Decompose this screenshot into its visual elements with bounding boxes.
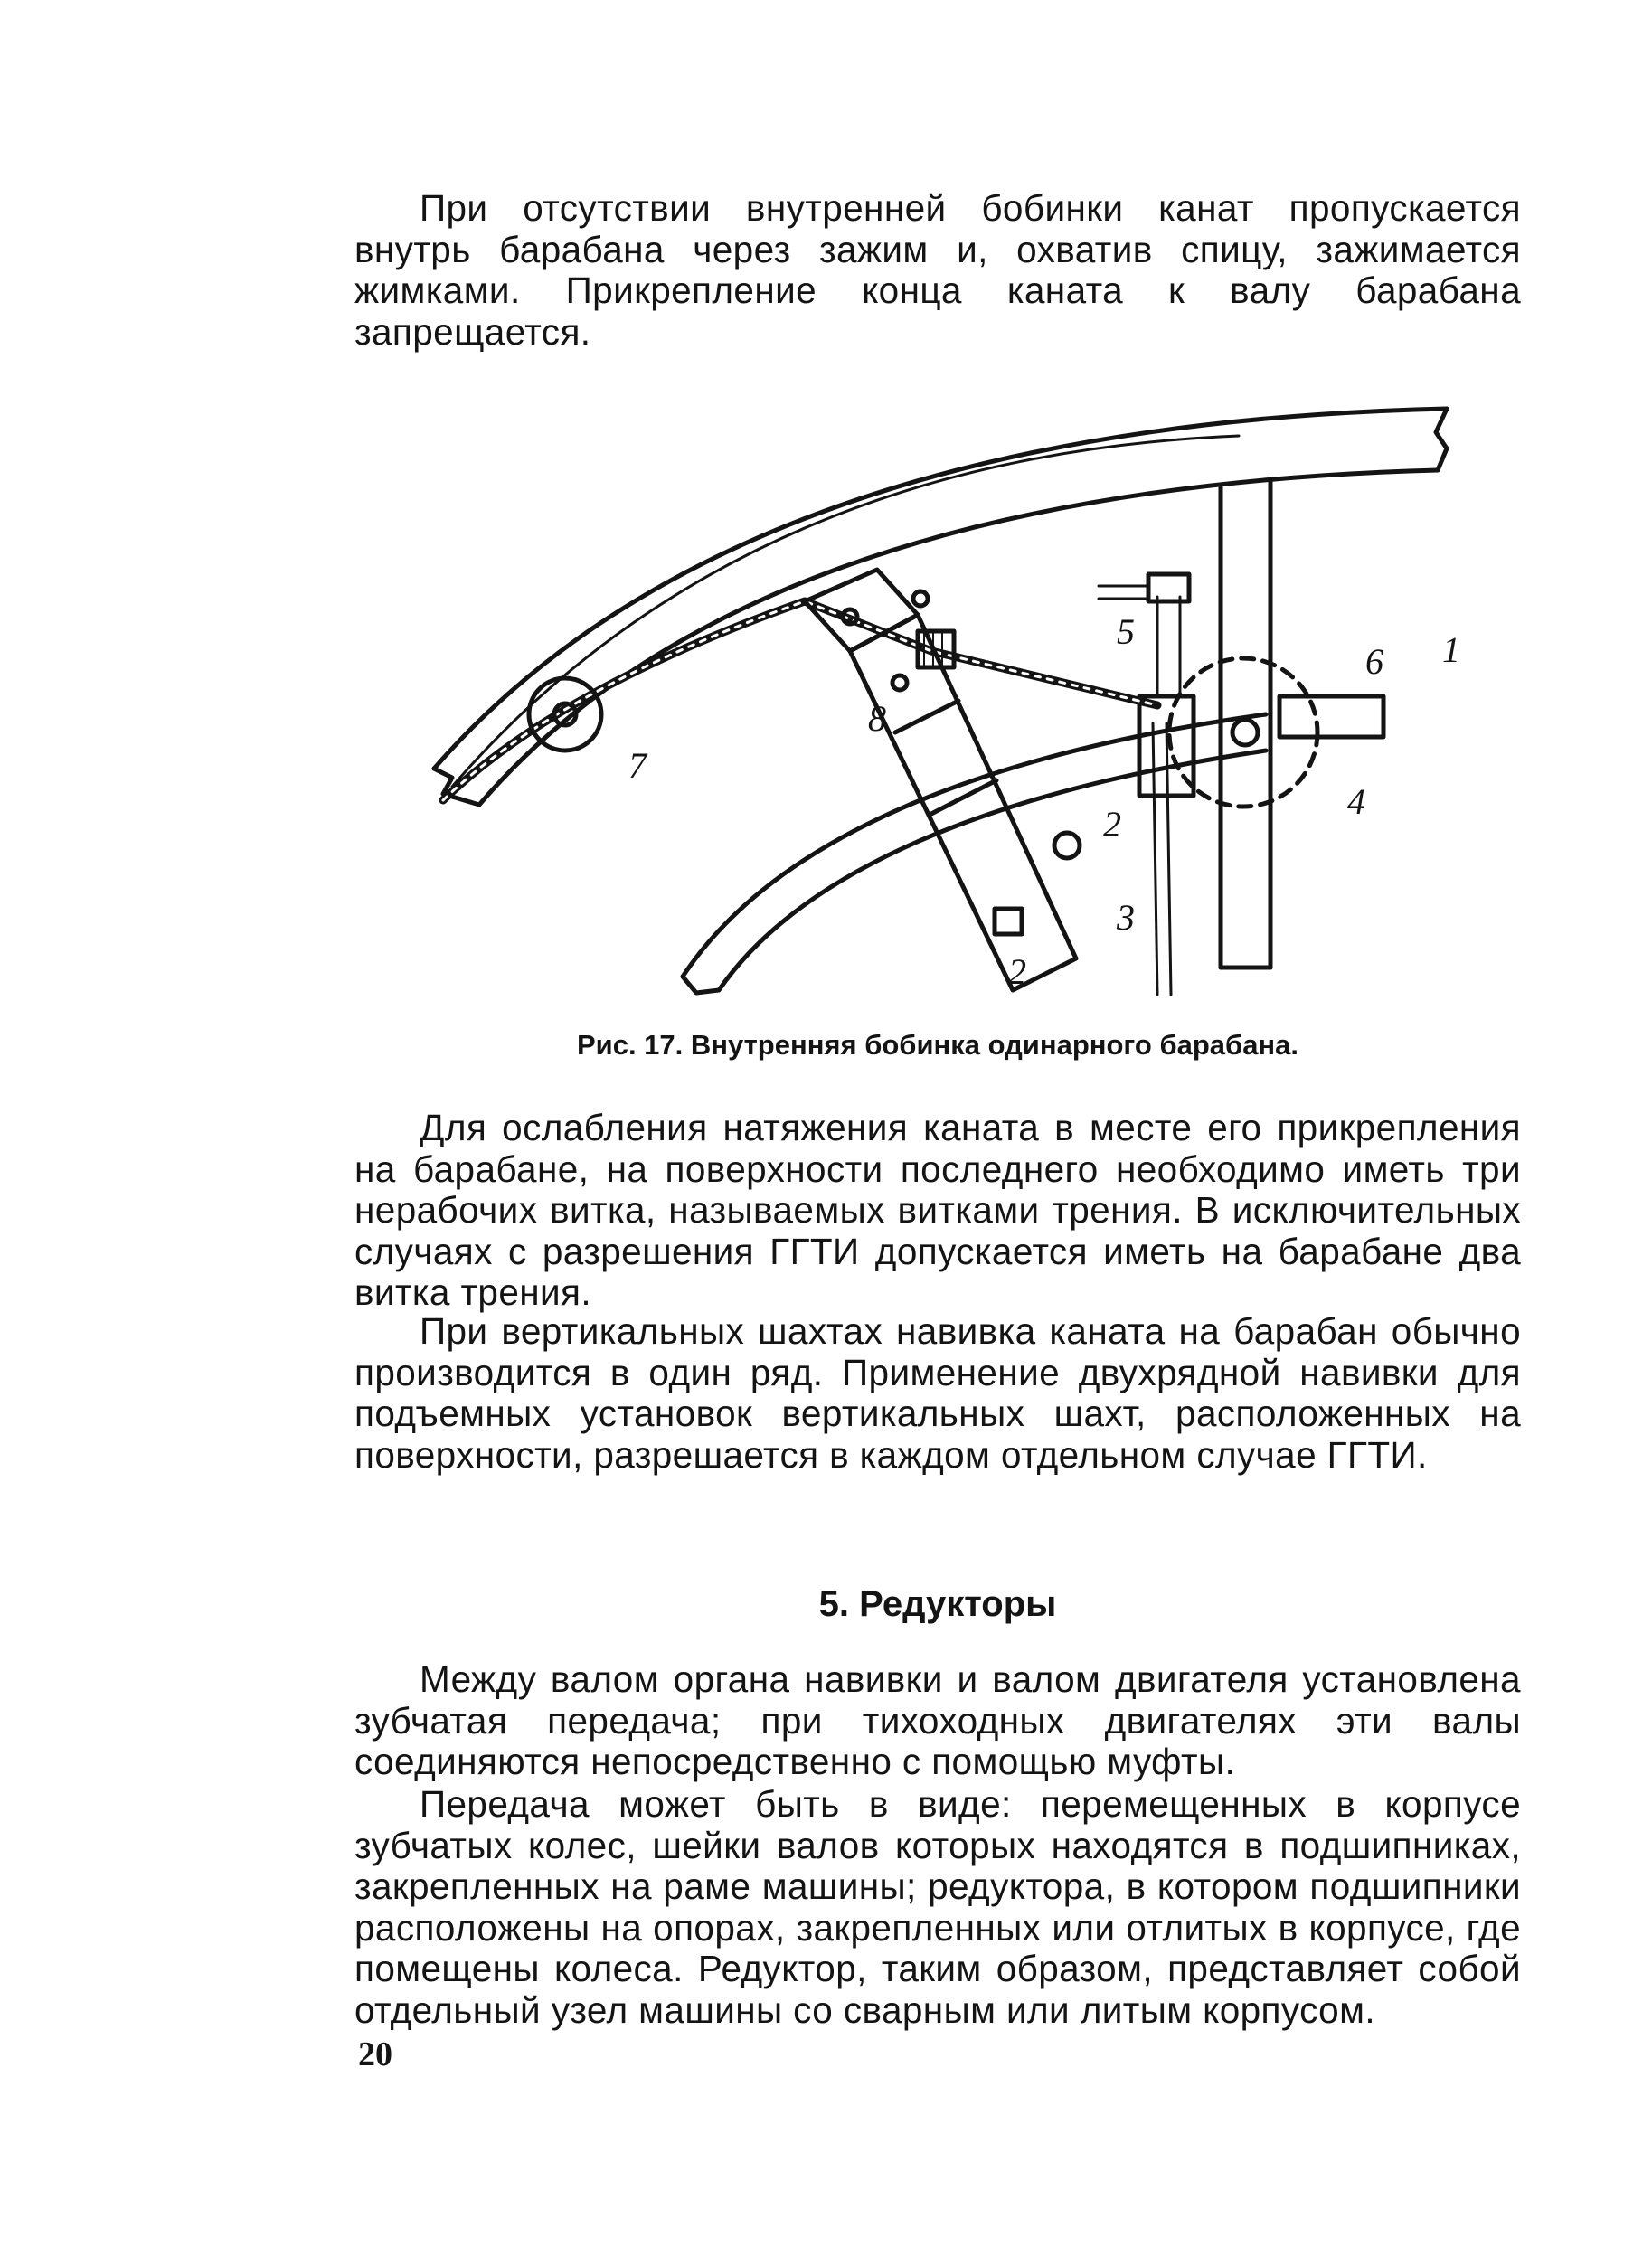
label-3: 3 [1117, 897, 1135, 938]
label-7: 7 [628, 745, 647, 786]
figure-inner-bobbin [425, 389, 1474, 1004]
drum-rim-outer-edge [434, 409, 1447, 769]
label-2b: 2 [1008, 951, 1026, 992]
stud-5-bar [1099, 586, 1148, 599]
rope [443, 601, 1157, 800]
lower-rim-end [683, 977, 719, 993]
rod-left [1153, 723, 1157, 995]
page-number: 20 [358, 2035, 392, 2073]
stud-5 [1157, 597, 1180, 696]
inner-bobbin-drawing [425, 389, 1474, 1004]
drum-rim-end [1436, 409, 1447, 470]
label-1: 1 [1442, 629, 1460, 670]
shaft-nut [1232, 720, 1258, 745]
lower-rim-inner [719, 751, 1266, 990]
stud-5-head [1148, 574, 1189, 601]
label-5: 5 [1117, 611, 1135, 652]
bobbin-7 [529, 678, 601, 751]
lower-rim-outer [683, 714, 1266, 977]
label-2a: 2 [1103, 804, 1121, 845]
paragraph-gear-transmission: Между валом органа навивки и валом двигателя установлена зубчатая передача; при тихоходных двигателях эти валы соединяются непосредственно с помощью муфты. [354, 1658, 1521, 1782]
bolt-2b [995, 909, 1022, 934]
strut-3 [850, 615, 1076, 990]
rod-right [1166, 723, 1171, 995]
bolt-2a [1054, 833, 1080, 858]
shaft-arm-1 [1279, 696, 1383, 737]
label-8: 8 [868, 698, 886, 739]
paragraph-rope-fastening: При отсутствии внутренней бобинки канат пропускается внутрь барабана через зажим и, охватив спицу, зажимается жимками. Прикрепление конца каната к валу барабана запрещается. [354, 187, 1521, 353]
drum-rim-inner-edge [479, 470, 1438, 805]
figure-caption: Рис. 17. Внутренняя бобинка одинарного барабана. [576, 1029, 1299, 1061]
label-4: 4 [1347, 781, 1365, 822]
paragraph-friction-turns: Для ослабления натяжения каната в месте его прикрепления на барабане, на поверхности последнего необходимо иметь три нерабочих витка, называемых витками трения. В исключительных случаях с разрешения ГГТИ допускается иметь на барабане два витка трения. [354, 1107, 1521, 1313]
strut-bolt-b [892, 675, 907, 690]
section-heading: 5. Редукторы [818, 1584, 1057, 1624]
label-6: 6 [1365, 641, 1383, 682]
paragraph-gearbox: Передача может быть в виде: перемещенных в корпусе зубчатых колес, шейки валов которых находятся в подшипниках, закрепленных на раме машины; редуктора, в котором подшипники расположены на опорах, закрепленных или отлитых в корпусе, где помещены колеса. Редуктор, таким образом, представляет собой отдельный узел машины со сварным или литым корпусом. [354, 1783, 1521, 2031]
paragraph-winding-rows: При вертикальных шахтах навивка каната на барабан обычно производится в один ряд. Применение двухрядной навивки для подъемных установок вертикальных шахт, расположенных на поверхности, разрешается в каждом отдельном случае ГГТИ. [354, 1310, 1521, 1476]
strut-bolt-c [913, 591, 928, 606]
